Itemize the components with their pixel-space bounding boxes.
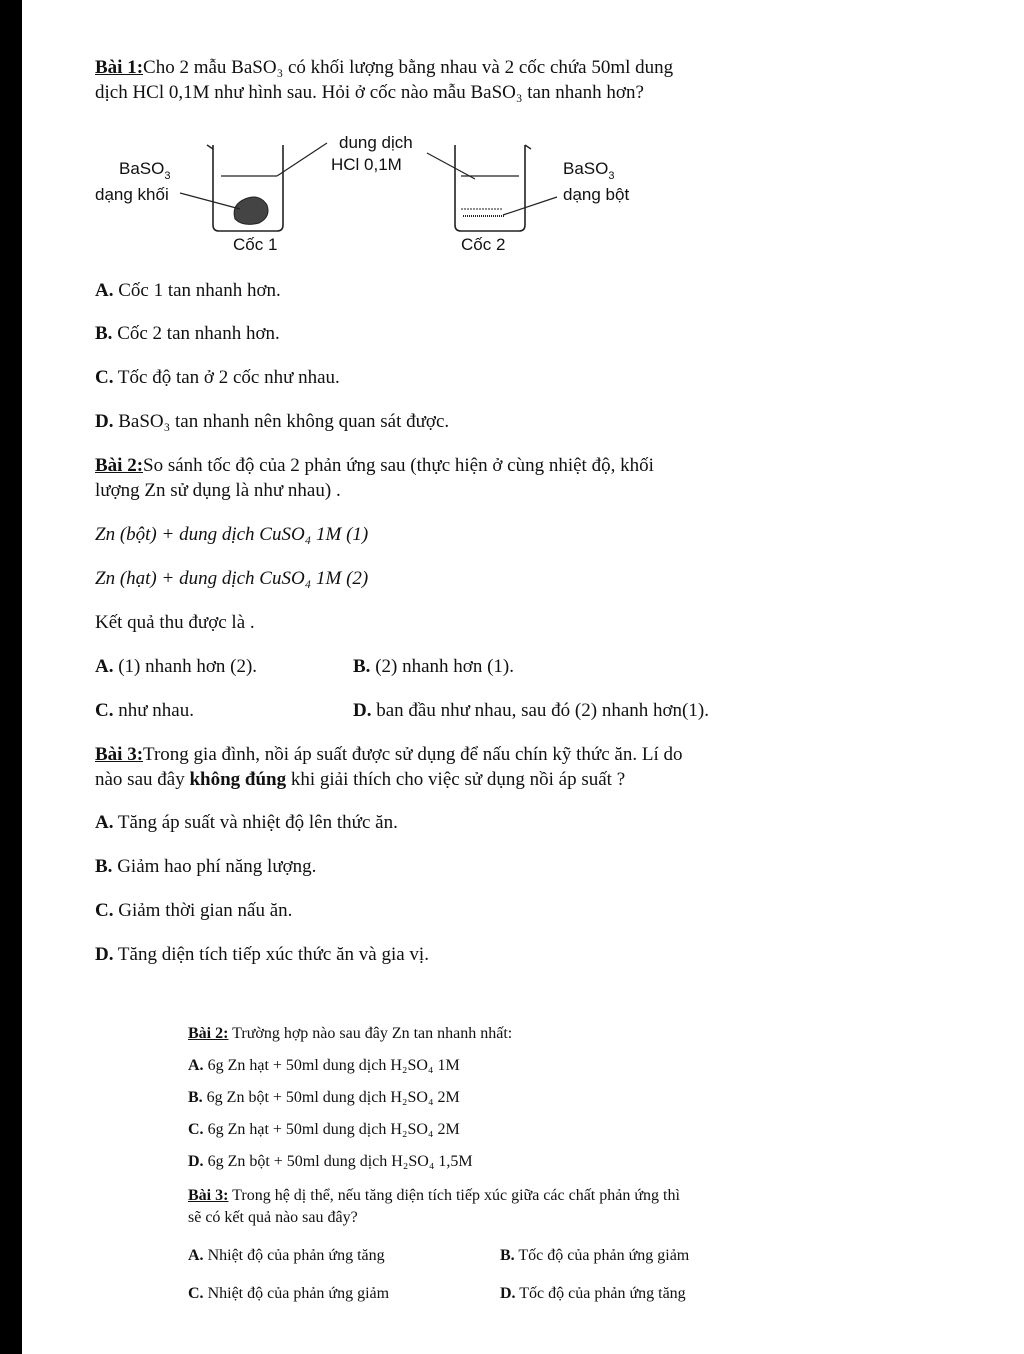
q1-option-b: B. Cốc 2 tan nhanh hơn.	[95, 323, 280, 344]
document-upper: Bài 1:Cho 2 mẫu BaSO₃ có khối lượng bằng nhau và 2 cốc chứa 50ml dung dịch HCl 0,1M như hình sau. Hỏi ở cốc nào mẫu BaSO₃ tan nhanh hơn? BaSO$_3$ dạng khối Cốc 1 dung dịch HCl 0,1M BaSO$_3$ dạng bột Cốc 2 A. Cốc 1 tan nhanh hơn. B. Cốc 2 tan nhanh hơn. C. Tốc độ tan ở 2 cốc như nhau. D. BaSO₃ tan nhanh nên không quan sát được. Bài 2:So sánh tốc độ của 2 phản ứng sau (thực hiện ở cùng nhiệt độ, khối lượng Zn sử dụng là như nhau) . Zn (bột) + dung dịch CuSO₄ 1M (1) Zn (hạt) + dung dịch CuSO₄ 1M (2) Kết quả thu được là . A. (1) nhanh hơn (2). B. (2) nhanh hơn (1). C. như nhau. D. ban đầu như nhau, sau đó (2) nhanh hơn(1). Bài 3:Trong gia đình, nồi áp suất được sử dụng để nấu chín kỹ thức ăn. Lí do nào sau đây không đúng khi giải thích cho việc sử dụng nồi áp suất ? A. Tăng áp suất và nhiệt độ lên thức ăn. B. Giảm hao phí năng lượng. C. Giảm thời gian nấu ăn. D. Tăng diện tích tiếp xúc thức ăn và gia vị.	[95, 55, 795, 967]
document-lower: Bài 2: Trường hợp nào sau đây Zn tan nhanh nhất: A. 6g Zn hạt + 50ml dung dịch H₂SO₄ 1M B. 6g Zn bột + 50ml dung dịch H₂SO₄ 2M C. 6g Zn hạt + 50ml dung dịch H₂SO₄ 2M D. 6g Zn bột + 50ml dung dịch H₂SO₄ 1,5M Bài 3: Trong hệ dị thể, nếu tăng diện tích tiếp xúc giữa các chất phản ứng thì sẽ có kết quả nào sau đây? A. Nhiệt độ của phản ứng tăng B. Tốc độ của phản ứng giảm C. Nhiệt độ của phản ứng giảm D. Tốc độ của phản ứng tăng	[188, 1023, 788, 1305]
q2-option-c: C. như nhau.	[95, 700, 194, 721]
q3-option-b: B. Giảm hao phí năng lượng.	[95, 856, 317, 877]
q2-result-label: Kết quả thu được là .	[95, 612, 255, 633]
q1-text: Bài 1:Cho 2 mẫu BaSO₃ có khối lượng bằng nhau và 2 cốc chứa 50ml dung	[95, 57, 674, 78]
q2-text: Bài 2:So sánh tốc độ của 2 phản ứng sau (thực hiện ở cùng nhiệt độ, khối	[95, 455, 654, 476]
q2-formula-2: Zn (hạt) + dung dịch CuSO₄ 1M (2)	[95, 568, 369, 589]
q2-option-a: A. (1) nhanh hơn (2).	[95, 656, 258, 677]
q3-option-c: C. Giảm thời gian nấu ăn.	[95, 900, 293, 921]
q4-text: Bài 2: Trường hợp nào sau đây Zn tan nhanh nhất:	[188, 1025, 513, 1042]
q4-option-d: D. 6g Zn bột + 50ml dung dịch H₂SO₄ 1,5M	[188, 1153, 473, 1170]
q4-option-a: A. 6g Zn hạt + 50ml dung dịch H₂SO₄ 1M	[188, 1057, 460, 1074]
beaker-2	[455, 145, 525, 231]
q1-option-c: C. Tốc độ tan ở 2 cốc như nhau.	[95, 367, 340, 388]
q1-option-d: D. BaSO₃ tan nhanh nên không quan sát được.	[95, 411, 450, 432]
q5-text: Bài 3: Trong hệ dị thể, nếu tăng diện tích tiếp xúc giữa các chất phản ứng thì	[188, 1187, 680, 1204]
beaker-figure: BaSO$_3$ dạng khối Cốc 1 dung dịch HCl 0,1M BaSO$_3$ dạng bột Cốc 2	[95, 113, 795, 273]
q3-text: Bài 3:Trong gia đình, nồi áp suất được sử dụng để nấu chín kỹ thức ăn. Lí do	[95, 744, 683, 765]
q5-option-a: A. Nhiệt độ của phản ứng tăng	[188, 1247, 385, 1264]
q2-option-d: D. ban đầu như nhau, sau đó (2) nhanh hơn(1).	[353, 700, 709, 721]
lump-solid	[234, 197, 268, 224]
q4-option-c: C. 6g Zn hạt + 50ml dung dịch H₂SO₄ 2M	[188, 1121, 460, 1138]
q2-option-b: B. (2) nhanh hơn (1).	[353, 656, 514, 677]
left-black-bar	[0, 0, 22, 1354]
q2-formula-1: Zn (bột) + dung dịch CuSO₄ 1M (1)	[95, 524, 369, 545]
q5-option-d: D. Tốc độ của phản ứng tăng	[500, 1285, 686, 1302]
q4-option-b: B. 6g Zn bột + 50ml dung dịch H₂SO₄ 2M	[188, 1089, 460, 1106]
q3-option-d: D. Tăng diện tích tiếp xúc thức ăn và gia vị.	[95, 944, 429, 965]
q5-option-b: B. Tốc độ của phản ứng giảm	[500, 1247, 690, 1264]
q5-option-c: C. Nhiệt độ của phản ứng giảm	[188, 1285, 390, 1302]
q1-option-a: A. Cốc 1 tan nhanh hơn.	[95, 280, 281, 301]
q3-option-a: A. Tăng áp suất và nhiệt độ lên thức ăn.	[95, 812, 398, 833]
